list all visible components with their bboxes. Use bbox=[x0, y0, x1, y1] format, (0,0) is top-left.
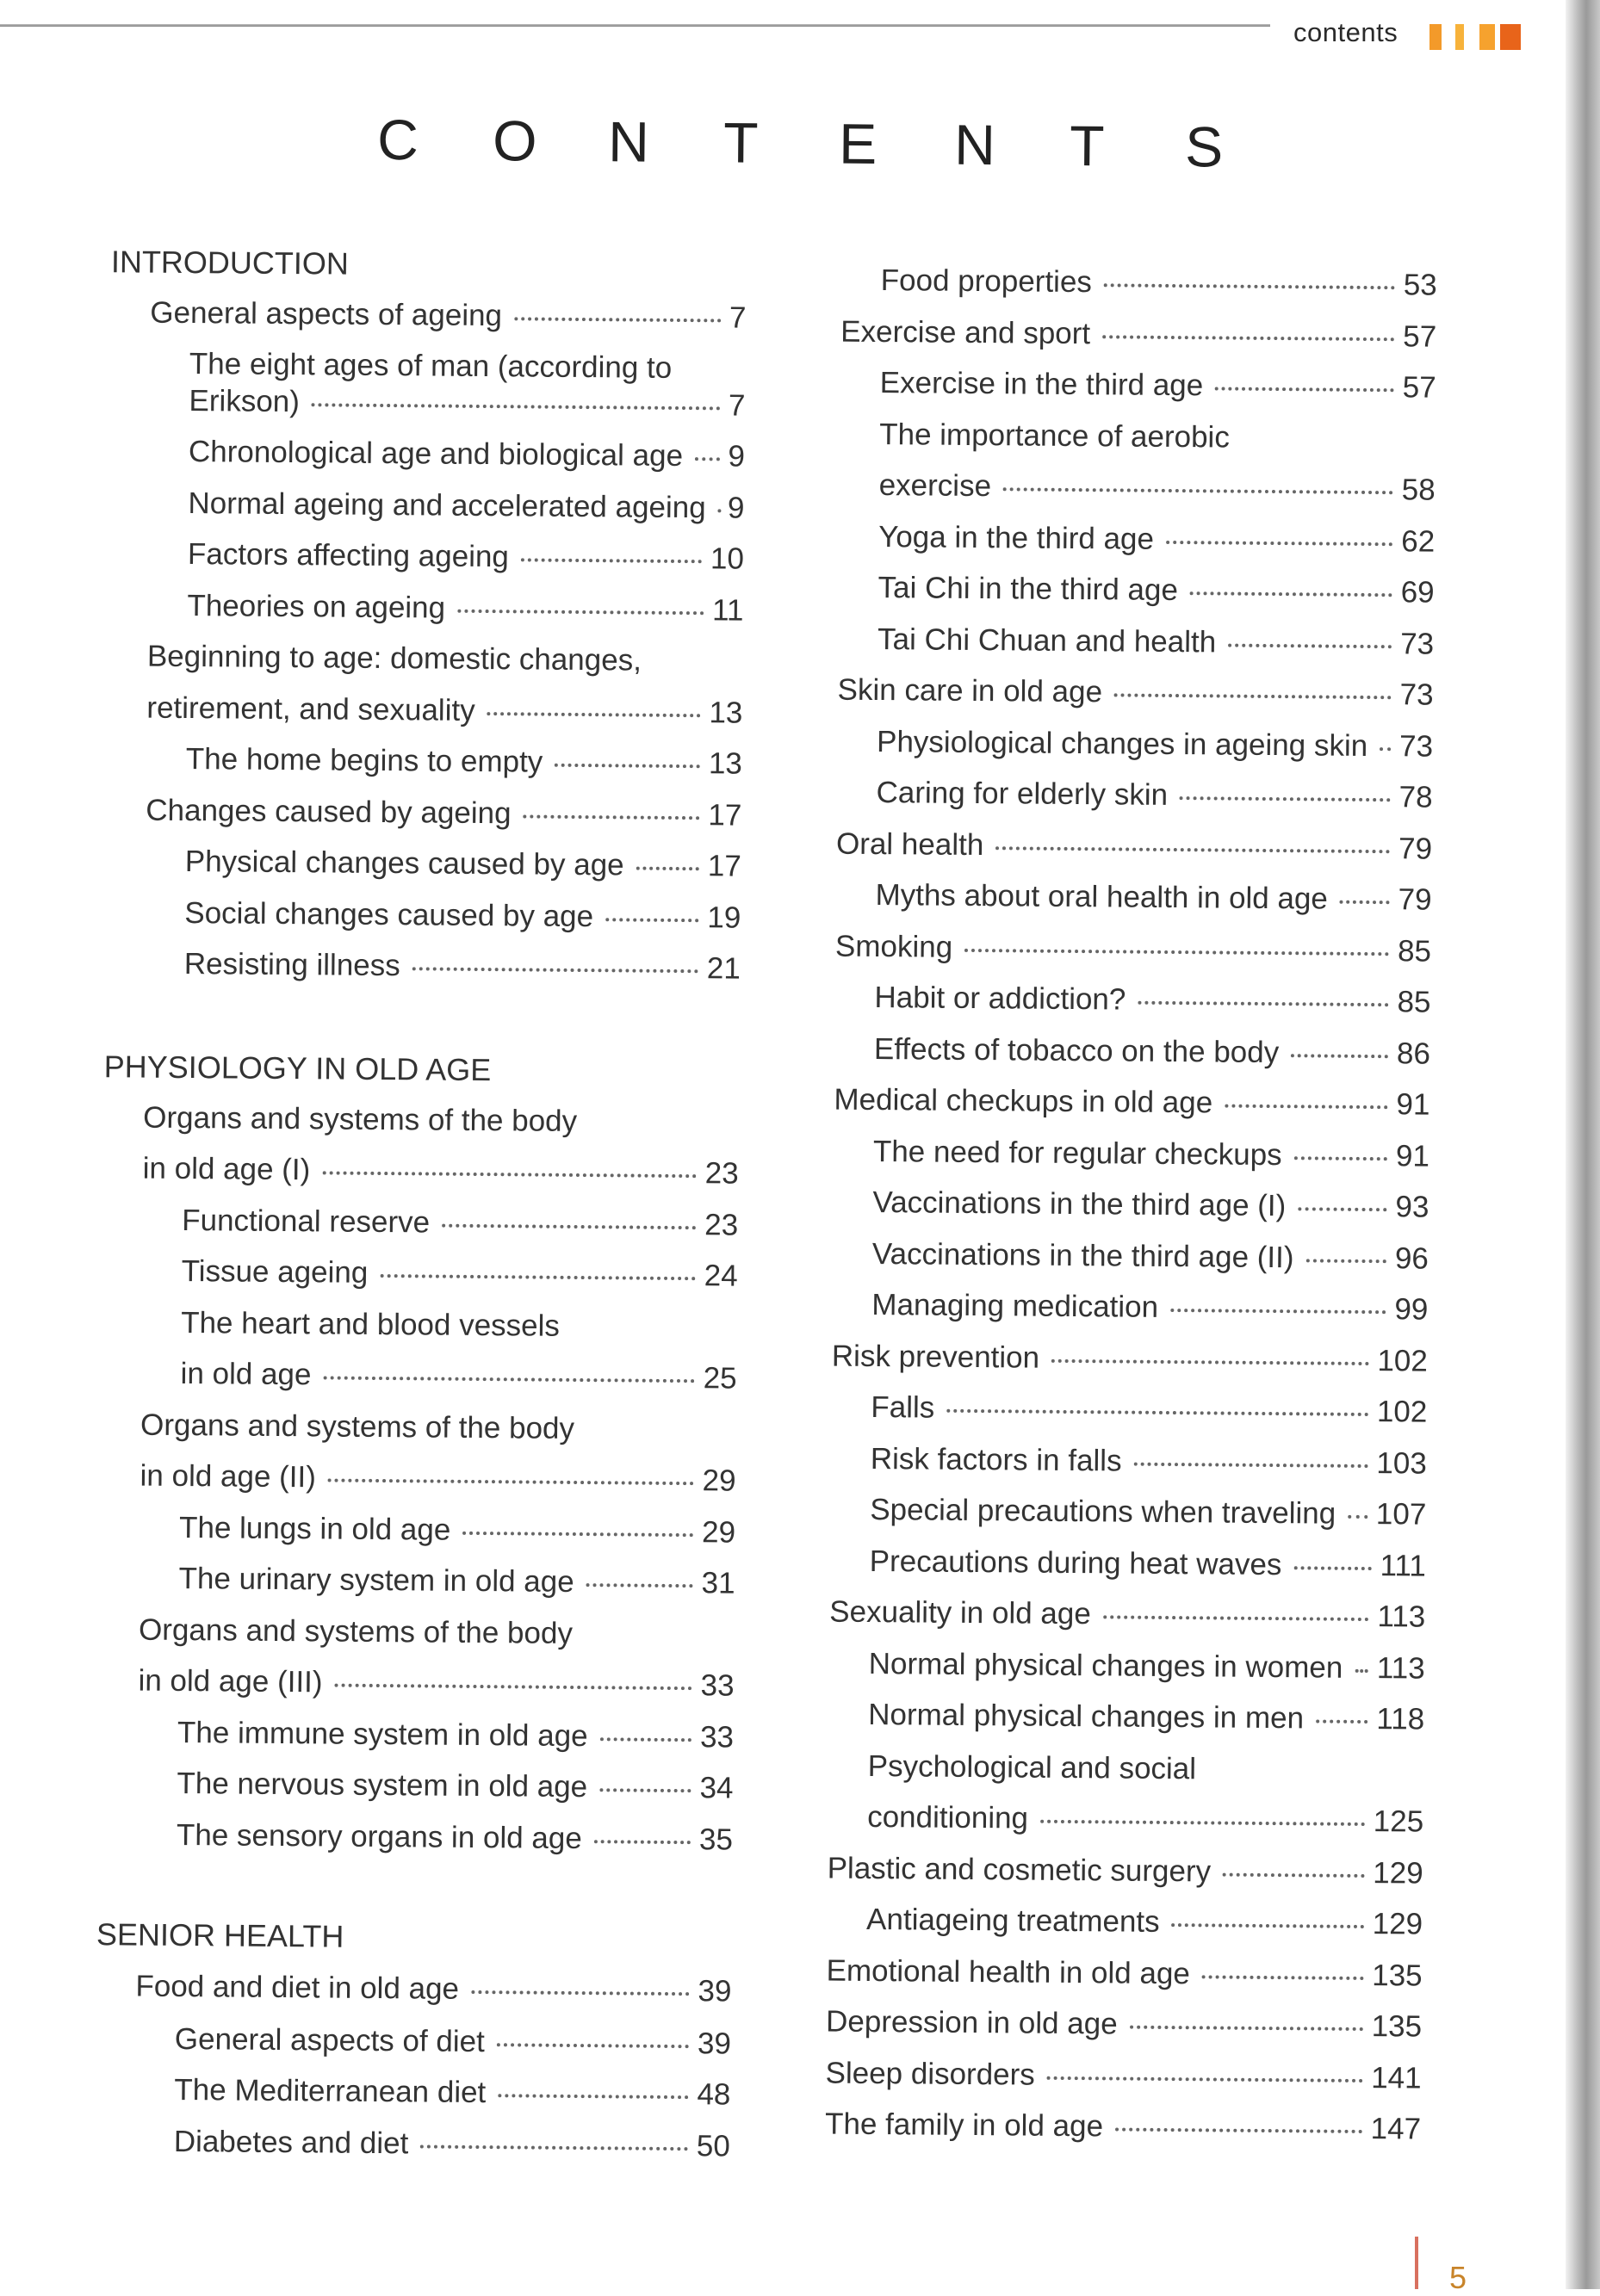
entry-page-number: 29 bbox=[701, 1515, 736, 1550]
entry-page-number: 19 bbox=[707, 900, 741, 935]
entry-title: Sleep disorders bbox=[825, 2056, 1035, 2092]
toc-entry[interactable] bbox=[836, 826, 1432, 875]
entry-page-number: 50 bbox=[696, 2128, 731, 2163]
entry-title: Factors affecting ageing bbox=[187, 537, 510, 574]
dot-leader bbox=[1134, 1462, 1368, 1467]
entry-page-number: 73 bbox=[1399, 678, 1434, 712]
dot-leader bbox=[1115, 2127, 1362, 2133]
dot-leader bbox=[1298, 1207, 1386, 1211]
dot-leader bbox=[498, 2094, 688, 2099]
entry-title: Depression in old age bbox=[825, 2004, 1118, 2041]
entry-page-number: 102 bbox=[1377, 1343, 1429, 1378]
toc-entry[interactable] bbox=[185, 845, 741, 893]
dot-leader bbox=[1003, 487, 1393, 494]
toc-entry[interactable] bbox=[184, 947, 741, 995]
toc-entry[interactable] bbox=[879, 418, 1230, 464]
toc-entry[interactable] bbox=[867, 1800, 1423, 1848]
toc-entry[interactable] bbox=[142, 1152, 738, 1200]
dot-leader bbox=[600, 1737, 691, 1742]
toc-entry[interactable] bbox=[835, 929, 1431, 977]
entry-page-number: 34 bbox=[699, 1771, 734, 1805]
entry-title: Food properties bbox=[880, 263, 1093, 300]
entry-title: Smoking bbox=[834, 929, 953, 964]
entry-title: Vaccinations in the third age (I) bbox=[872, 1185, 1287, 1223]
dot-leader bbox=[1355, 1668, 1368, 1672]
dot-leader bbox=[1340, 900, 1390, 905]
dot-leader bbox=[605, 918, 698, 922]
dot-leader bbox=[380, 1274, 695, 1280]
entry-title: retirement, and sexuality bbox=[146, 690, 475, 727]
dot-leader bbox=[1190, 591, 1392, 597]
toc-entry[interactable] bbox=[180, 1357, 736, 1405]
toc-entry[interactable] bbox=[826, 2005, 1422, 2053]
entry-title: Functional reserve bbox=[182, 1203, 431, 1240]
entry-title: Theories on ageing bbox=[187, 588, 446, 625]
entry-page-number: 107 bbox=[1375, 1497, 1427, 1532]
toc-entry[interactable] bbox=[182, 1204, 738, 1252]
entry-page-number: 35 bbox=[698, 1823, 734, 1857]
entry-page-number: 58 bbox=[1401, 473, 1436, 507]
entry-page-number: 9 bbox=[728, 439, 746, 473]
toc-entry[interactable] bbox=[866, 1903, 1423, 1951]
toc-entry[interactable] bbox=[140, 1459, 735, 1507]
entry-title: Sexuality in old age bbox=[829, 1594, 1091, 1631]
dot-leader bbox=[718, 509, 719, 512]
section-heading: PHYSIOLOGY IN OLD AGE bbox=[103, 1049, 492, 1088]
entry-page-number: 25 bbox=[703, 1361, 737, 1396]
page-title bbox=[9, 103, 1577, 179]
dot-leader bbox=[1223, 1872, 1364, 1877]
entry-title: Physical changes caused by age bbox=[184, 845, 624, 882]
title-letter: T bbox=[1069, 113, 1105, 178]
entry-title: Social changes caused by age bbox=[184, 895, 594, 933]
entry-title: General aspects of diet bbox=[174, 2021, 486, 2058]
entry-page-number: 23 bbox=[704, 1156, 739, 1191]
toc-entry[interactable] bbox=[181, 1306, 560, 1352]
entry-page-number: 79 bbox=[1398, 882, 1432, 917]
entry-page-number: 103 bbox=[1376, 1445, 1427, 1481]
dot-leader bbox=[1172, 1923, 1364, 1928]
entry-page-number: 85 bbox=[1397, 985, 1431, 1019]
entry-title: in old age (I) bbox=[142, 1151, 311, 1187]
entry-title: Skin care in old age bbox=[837, 672, 1103, 709]
entry-page-number: 29 bbox=[702, 1464, 736, 1498]
toc-entry[interactable] bbox=[878, 571, 1434, 619]
entry-title: Risk factors in falls bbox=[870, 1441, 1122, 1478]
dot-leader bbox=[1166, 540, 1392, 545]
toc-entry[interactable] bbox=[872, 1236, 1429, 1284]
toc-entry[interactable] bbox=[834, 1083, 1429, 1131]
toc-entry[interactable] bbox=[878, 520, 1435, 568]
entry-page-number: 113 bbox=[1376, 1650, 1425, 1686]
toc-entry[interactable] bbox=[877, 725, 1433, 773]
toc-entry[interactable] bbox=[878, 468, 1435, 517]
entry-title: Exercise and sport bbox=[840, 314, 1091, 350]
entry-page-number: 69 bbox=[1400, 575, 1435, 610]
toc-entry[interactable] bbox=[826, 1953, 1422, 2002]
entry-page-number: 141 bbox=[1370, 2060, 1422, 2095]
toc-entry[interactable] bbox=[878, 622, 1434, 671]
dot-leader bbox=[412, 968, 698, 974]
title-letter: N bbox=[953, 112, 996, 177]
entry-title: Exercise in the third age bbox=[879, 366, 1204, 403]
entry-title: Special precautions when traveling bbox=[870, 1492, 1336, 1531]
entry-title: The immune system in old age bbox=[177, 1715, 588, 1753]
dot-leader bbox=[1294, 1156, 1387, 1160]
title-letter: O bbox=[492, 108, 537, 173]
toc-entry[interactable] bbox=[175, 2022, 731, 2070]
entry-title: Chronological age and biological age bbox=[188, 435, 684, 473]
entry-title: The urinary system in old age bbox=[178, 1562, 574, 1600]
entry-title: Resisting illness bbox=[183, 947, 400, 983]
entry-page-number: 129 bbox=[1373, 1855, 1423, 1891]
dot-leader bbox=[995, 846, 1390, 853]
dot-leader bbox=[1293, 1566, 1371, 1570]
dot-leader bbox=[521, 559, 702, 564]
entry-title: Vaccinations in the third age (II) bbox=[871, 1236, 1294, 1274]
entry-title: Plastic and cosmetic surgery bbox=[827, 1851, 1212, 1888]
entry-page-number: 33 bbox=[699, 1720, 735, 1754]
section-heading: SENIOR HEALTH bbox=[96, 1915, 344, 1954]
entry-title: The home begins to empty bbox=[185, 742, 543, 779]
toc-entry[interactable] bbox=[178, 1562, 735, 1610]
toc-entry[interactable] bbox=[871, 1441, 1427, 1489]
entry-title: Tai Chi Chuan and health bbox=[877, 622, 1217, 659]
dot-leader bbox=[1104, 283, 1395, 289]
folio-rule bbox=[1415, 2237, 1418, 2289]
dot-leader bbox=[1380, 747, 1391, 751]
entry-title: Normal physical changes in women bbox=[868, 1646, 1343, 1685]
entry-title: Oral health bbox=[835, 826, 984, 862]
entry-page-number: 33 bbox=[700, 1668, 735, 1703]
entry-page-number: 57 bbox=[1402, 370, 1436, 405]
entry-title: Diabetes and diet bbox=[173, 2124, 409, 2160]
entry-page-number: 93 bbox=[1395, 1190, 1429, 1224]
dot-leader bbox=[1051, 1358, 1368, 1365]
toc-entry[interactable] bbox=[827, 1851, 1423, 1899]
entry-title: Changes caused by ageing bbox=[146, 793, 512, 831]
dot-leader bbox=[1228, 643, 1392, 648]
dot-leader bbox=[1138, 1001, 1388, 1007]
entry-page-number: 48 bbox=[697, 2077, 731, 2112]
toc-entry[interactable] bbox=[188, 537, 744, 585]
dot-leader bbox=[323, 1377, 694, 1383]
dot-leader bbox=[334, 1684, 691, 1691]
title-letter: N bbox=[607, 109, 650, 174]
toc-entry[interactable] bbox=[174, 2125, 730, 2173]
entry-page-number: 9 bbox=[727, 491, 745, 525]
dot-leader bbox=[487, 712, 701, 717]
title-letter: E bbox=[838, 111, 878, 176]
entry-title: The need for regular checkups bbox=[872, 1134, 1282, 1172]
entry-title: Organs and systems of the body bbox=[140, 1408, 575, 1445]
entry-page-number: 13 bbox=[708, 746, 743, 781]
dot-leader bbox=[586, 1583, 693, 1587]
toc-entry[interactable] bbox=[825, 2107, 1421, 2156]
dot-leader bbox=[1316, 1720, 1367, 1724]
entry-page-number: 10 bbox=[710, 542, 745, 576]
dot-leader bbox=[1047, 2076, 1362, 2082]
entry-page-number: 73 bbox=[1400, 626, 1435, 661]
toc-entry[interactable] bbox=[187, 589, 743, 637]
section-heading: INTRODUCTION bbox=[110, 244, 350, 282]
dot-leader bbox=[1130, 2026, 1363, 2031]
entry-title: conditioning bbox=[867, 1799, 1029, 1835]
toc-entry[interactable] bbox=[188, 486, 744, 535]
entry-title: General aspects of ageing bbox=[150, 295, 503, 332]
dot-leader bbox=[328, 1479, 694, 1486]
entry-title: Beginning to age: domestic changes, bbox=[146, 639, 642, 678]
entry-page-number: 17 bbox=[708, 798, 742, 832]
toc-entry[interactable] bbox=[177, 1767, 733, 1815]
entry-page-number: 73 bbox=[1398, 728, 1434, 764]
toc-entry[interactable] bbox=[876, 776, 1432, 824]
toc-entry[interactable] bbox=[868, 1698, 1424, 1746]
entry-page-number: 96 bbox=[1394, 1241, 1429, 1276]
toc-entry[interactable] bbox=[868, 1646, 1424, 1694]
entry-page-number: 17 bbox=[707, 849, 741, 883]
toc-entry[interactable] bbox=[146, 690, 742, 739]
dot-leader bbox=[524, 814, 700, 820]
toc-entry[interactable] bbox=[146, 793, 741, 841]
entry-page-number: 24 bbox=[704, 1259, 738, 1293]
entry-page-number: 85 bbox=[1397, 933, 1432, 969]
dot-leader bbox=[312, 403, 720, 410]
toc-entry[interactable] bbox=[871, 1288, 1428, 1336]
toc-entry[interactable] bbox=[179, 1511, 735, 1559]
entry-page-number: 147 bbox=[1370, 2112, 1422, 2146]
dot-leader bbox=[599, 1789, 691, 1793]
toc-entry[interactable] bbox=[873, 1134, 1429, 1182]
entry-title: Psychological and social bbox=[867, 1748, 1197, 1785]
entry-title: Caring for elderly skin bbox=[876, 776, 1169, 812]
entry-title: Managing medication bbox=[871, 1287, 1159, 1324]
entry-page-number: 79 bbox=[1398, 831, 1433, 866]
dot-leader bbox=[1215, 387, 1394, 392]
entry-title: Tai Chi in the third age bbox=[878, 571, 1179, 608]
toc-entry[interactable] bbox=[832, 1339, 1428, 1387]
dot-leader bbox=[462, 1532, 693, 1537]
dot-leader bbox=[442, 1223, 696, 1229]
dot-leader bbox=[555, 764, 700, 768]
dot-leader bbox=[497, 2043, 689, 2048]
toc-entry[interactable] bbox=[189, 435, 745, 483]
entry-title: The heart and blood vessels bbox=[181, 1305, 561, 1343]
toc-entry[interactable] bbox=[189, 384, 745, 432]
entry-title: Falls bbox=[871, 1389, 935, 1425]
entry-page-number: 78 bbox=[1398, 780, 1433, 814]
entry-page-number: 62 bbox=[1401, 523, 1436, 559]
toc-entry[interactable] bbox=[829, 1595, 1425, 1643]
entry-page-number: 111 bbox=[1380, 1548, 1426, 1583]
entry-page-number: 11 bbox=[711, 593, 744, 628]
toc-entry[interactable] bbox=[825, 2056, 1421, 2104]
dot-leader bbox=[1202, 1975, 1363, 1980]
entry-title: The family in old age bbox=[824, 2107, 1104, 2144]
running-title: contents bbox=[1293, 17, 1398, 47]
entry-page-number: 53 bbox=[1403, 268, 1437, 302]
toc-entry[interactable] bbox=[181, 1254, 737, 1303]
dot-leader bbox=[1291, 1054, 1388, 1058]
entry-page-number: 118 bbox=[1376, 1702, 1425, 1736]
dot-leader bbox=[1040, 1820, 1365, 1826]
toc-entry[interactable] bbox=[139, 1612, 573, 1659]
dot-leader bbox=[1114, 693, 1392, 699]
entry-title: The importance of aerobic bbox=[879, 417, 1230, 455]
toc-entry[interactable] bbox=[881, 263, 1437, 312]
dot-leader bbox=[471, 1990, 690, 1996]
entry-page-number: 91 bbox=[1396, 1087, 1430, 1122]
dot-leader bbox=[594, 1840, 691, 1844]
dot-leader bbox=[1348, 1515, 1367, 1519]
title-letter: S bbox=[1184, 114, 1224, 179]
entry-page-number: 31 bbox=[701, 1566, 735, 1600]
dot-leader bbox=[1180, 796, 1391, 801]
entry-page-number: 86 bbox=[1396, 1036, 1431, 1071]
entry-page-number: 102 bbox=[1376, 1395, 1428, 1429]
title-letter: T bbox=[722, 110, 759, 175]
entry-title: in old age (II) bbox=[140, 1458, 317, 1495]
toc-entry[interactable] bbox=[840, 314, 1436, 362]
dot-leader bbox=[946, 1409, 1368, 1416]
dot-leader bbox=[1170, 1309, 1386, 1314]
entry-title: The Mediterranean diet bbox=[174, 2073, 487, 2110]
entry-title: Emotional health in old age bbox=[826, 1953, 1191, 1990]
toc-entry[interactable] bbox=[870, 1544, 1426, 1592]
entry-title: Myths about oral health in old age bbox=[875, 878, 1329, 916]
entry-title: Yoga in the third age bbox=[878, 519, 1155, 556]
entry-title: The eight ages of man (according to bbox=[189, 347, 673, 385]
toc-entry[interactable] bbox=[186, 742, 742, 790]
toc-entry[interactable] bbox=[879, 366, 1436, 414]
toc-entry[interactable] bbox=[177, 1716, 734, 1764]
entry-page-number: 57 bbox=[1403, 319, 1437, 354]
dot-leader bbox=[514, 317, 721, 322]
entry-page-number: 21 bbox=[706, 951, 741, 986]
entry-title: exercise bbox=[878, 468, 992, 504]
toc-entry[interactable] bbox=[147, 640, 642, 687]
entry-page-number: 129 bbox=[1372, 1907, 1423, 1941]
entry-title: Habit or addiction? bbox=[874, 981, 1126, 1017]
entry-page-number: 7 bbox=[728, 388, 746, 423]
toc-entry[interactable] bbox=[143, 1100, 577, 1147]
entry-title: Normal ageing and accelerated ageing bbox=[188, 486, 706, 525]
toc-entry[interactable] bbox=[867, 1748, 1196, 1794]
entry-page-number: 113 bbox=[1377, 1600, 1426, 1634]
toc-entry[interactable] bbox=[871, 1390, 1427, 1439]
entry-page-number: 39 bbox=[697, 2026, 732, 2061]
dot-leader bbox=[964, 948, 1389, 955]
entry-page-number: 99 bbox=[1394, 1292, 1429, 1327]
dot-leader bbox=[1305, 1259, 1386, 1263]
entry-page-number: 125 bbox=[1373, 1804, 1424, 1839]
entry-title: The nervous system in old age bbox=[177, 1767, 588, 1804]
toc-entry[interactable] bbox=[177, 1818, 733, 1866]
page-number: 5 bbox=[1449, 2260, 1467, 2295]
entry-title: Physiological changes in ageing skin bbox=[876, 724, 1368, 763]
dot-leader bbox=[1103, 1615, 1369, 1621]
entry-page-number: 135 bbox=[1372, 1958, 1423, 1993]
dot-leader bbox=[457, 610, 704, 615]
entry-page-number: 13 bbox=[709, 696, 743, 730]
toc-entry[interactable] bbox=[872, 1185, 1429, 1234]
dot-leader bbox=[636, 867, 699, 871]
toc-entry[interactable] bbox=[874, 1031, 1430, 1080]
entry-title: Effects of tobacco on the body bbox=[873, 1031, 1280, 1069]
toc-entry[interactable] bbox=[138, 1664, 734, 1712]
toc-entry[interactable] bbox=[837, 673, 1433, 721]
dot-leader bbox=[695, 457, 720, 461]
entry-page-number: 135 bbox=[1371, 2009, 1423, 2044]
entry-title: Tissue ageing bbox=[181, 1254, 369, 1290]
entry-title: Normal physical changes in men bbox=[868, 1697, 1305, 1736]
toc-entry[interactable] bbox=[184, 896, 741, 944]
dot-leader bbox=[420, 2144, 688, 2151]
entry-title: in old age bbox=[180, 1357, 312, 1392]
toc-entry[interactable] bbox=[135, 1970, 731, 2018]
entry-page-number: 91 bbox=[1395, 1138, 1430, 1173]
dot-leader bbox=[322, 1172, 697, 1179]
title-letter: C bbox=[376, 107, 419, 172]
toc-entry[interactable] bbox=[150, 295, 746, 343]
entry-title: The sensory organs in old age bbox=[176, 1817, 582, 1855]
entry-title: in old age (III) bbox=[138, 1663, 323, 1699]
entry-title: Organs and systems of the body bbox=[138, 1612, 574, 1650]
entry-title: Food and diet in old age bbox=[135, 1969, 460, 2006]
entry-page-number: 23 bbox=[704, 1208, 739, 1242]
entry-title: Precautions during heat waves bbox=[869, 1544, 1282, 1581]
dot-leader bbox=[1102, 335, 1394, 341]
toc-entry[interactable] bbox=[140, 1408, 574, 1454]
entry-page-number: 39 bbox=[698, 1974, 732, 2008]
toc-entry[interactable] bbox=[874, 981, 1430, 1029]
entry-title: The lungs in old age bbox=[178, 1510, 451, 1547]
entry-title: Antiageing treatments bbox=[865, 1902, 1160, 1939]
toc-entry[interactable] bbox=[174, 2073, 730, 2121]
entry-title: Erikson) bbox=[189, 383, 301, 418]
entry-page-number: 7 bbox=[729, 300, 747, 335]
toc-entry[interactable] bbox=[875, 878, 1431, 926]
toc-entry[interactable] bbox=[870, 1493, 1426, 1541]
entry-title: Organs and systems of the body bbox=[143, 1100, 578, 1138]
dot-leader bbox=[1225, 1105, 1387, 1110]
entry-title: Medical checkups in old age bbox=[834, 1082, 1213, 1120]
entry-title: Risk prevention bbox=[831, 1339, 1040, 1375]
